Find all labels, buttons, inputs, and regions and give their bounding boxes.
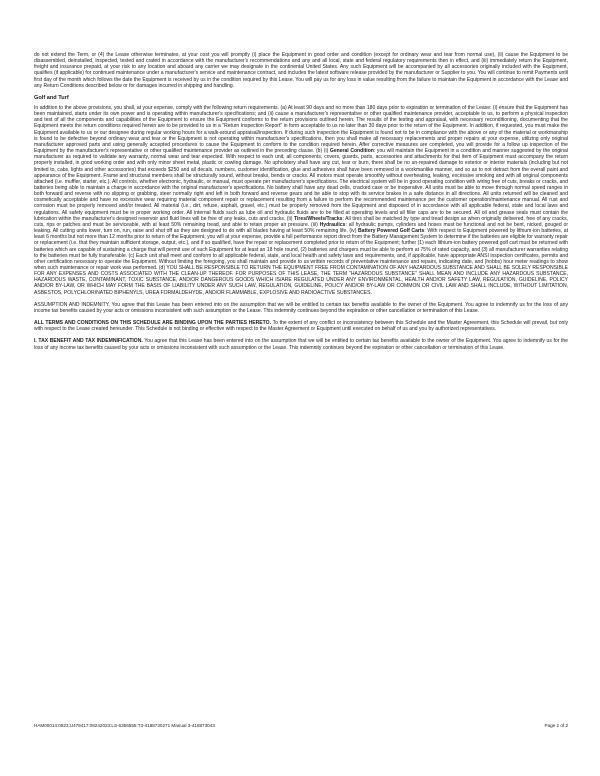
intro-paragraph: do not extend the Term, or (4) the Lease otherwise terminates, at your cost you will promptly (i) place the Equipment in good order and condition (except for ordinary wear and tear from normal use), (ii) cause the Equipment to be disassembled, deinstalled, inspected, tested and crated in accordance with the manufacturer's recommendations and any and all local, state and federal regulatory requirements then in effect, and (iii) immediately return the Equipment, freight and insurance prepaid, at your risk to any location and aboard any carrier we may designate in the continental United States. Any such Equipment will be accompanied by all accessories originally included with the Equipment, qualifies (if applicable) for continued maintenance under a manufacturer's service and maintenance contract, and includes the latest software release provided by the manufacturer or Supplier to you. You will continue to remit Payments until first day of the month which follows the date the Equipment is received by us in the condition required by this Lease. You will pay us for any loss in value resulting from the failure to maintain the Equipment in accordance with the Lease and any Return Conditions described below or for damages incurred in shipping and handling. bbox=[34, 52, 568, 89]
all-terms-label: ALL TERMS AND CONDITIONS ON THIS SCHEDULE ARE BINDING UPON THE PARTIES HERETO. bbox=[34, 320, 271, 327]
all-terms-text: To the extent of any conflict or inconsistency between this Schedule and the Master Agreement, this Schedule will prevail, but only with respect to the Lease created hereunder. This Schedule is not binding or effective with respect to the Master Agreement or Equipment until executed on behalf of us and you by authorized representatives. bbox=[34, 320, 569, 333]
tax-section bbox=[34, 338, 568, 350]
tax-section-text: You agree that this Lease has been entered into on the assumption that we will be entitled to certain tax benefits available to the owner of the Equipment. You agree to indemnify us for the loss of any income tax benefits caused by your acts or omissions inconsistent with such assumption or the Lease. This indemnity continues beyond the expiration or other cancellation or termination of this Lease. bbox=[34, 338, 568, 351]
golf-p4: : all hydraulic pumps, cylinders and hoses must be functional and not be bent, nicked, gouged or leaking. All cutting units lower, turn on, run, raise and shut off as they are designed to do with all blades having at least 50% remaining life. (iv) bbox=[34, 221, 568, 235]
golf-p2: : you will maintain the Equipment in a condition and manner suggested by the original manufacturer as required to validate any warranty, normal wear and tear expected. With respect to each unit, all components, covers, guards, parts, accessories and attachments for that item of Equipment must accompany the return properly installed, in good working order and with only minor sheet metal, plastic or cowling damage. No upholstery shall have any cut, tear or burn, there shall be no un-repaired damage to exterior or interior materials (including but not limited to, cabs, lights and other accessories) that exceeds $250 and all decals, numbers, customer identification, glue and adhesives shall have been removed in a workmanlike manner, and so as to not detract from the overall paint and appearance of the Equipment. Frame and structural members shall be structurally sound, without breaks, bends or cracks. All motors must operate smoothly without overheating, leaking, excessive smoking and with all original components attached (i.e. muffler, starter, etc.). All controls, whether electronic, hydraulic, or manual, must operate per manufacturer's specifications. The electrical system will be in good operating condition with wiring free of cuts, breaks or cracks, and batteries being able to maintain a charge in accordance with the original manufacturer's specifications. No battery shall have any dead cells, cracked case or be inoperative. All units must be able to move through normal speed ranges in both forward and reverse with no slipping or grabbing, steer normally right and left in both forward and reverse gears and be able to stop with its service brakes in a safe distance in all directions. All units returned will be cleaned and cosmetically acceptable and have no excessive wear requiring material component repair or replacement resulting from a failure to perform the recommended maintenance per the customer operation/maintenance manual. All rust and corrosion must be properly removed and/or treated. All material (i.e., dirt, refuse, asphalt, gravel, etc.) must be properly removed from the Equipment and disposed of in accordance with all applicable federal, state and local laws and regulations. All safety equipment must be in proper working order. All internal fluids such as lube oil and hydraulic fluids are to be filled at operating levels and all filler caps are to be secured. All oil and grease seals must contain the lubrication within the manufacturer's designed reservoir and fluid lines will be free of any leaks, cuts and cracks. (ii) bbox=[34, 148, 568, 222]
general-condition-label: General Condition bbox=[329, 148, 374, 155]
assumption-paragraph: ASSUMPTION AND INDEMNITY. You agree that this Lease has been entered into on the assumption that we will be entitled to certain tax benefits available to the owner of the Equipment. You agree to indemnify us for the loss of any income tax benefits caused by your acts or omissions inconsistent with such assumption or the Lease. This indemnity continues beyond the expiration or other cancellation or termination of this Lease. bbox=[34, 301, 568, 314]
document-body bbox=[34, 52, 568, 351]
golf-p1: In addition to the above provisions, you shall, at your expense, comply with the following return requirements. (a) At least 90 days and no more than 180 days prior to expiration or termination of the Lease: (i) ensure that the Equipment has been maintained, starts under its own power and is operating within manufacturer's specifications; and (ii) cause a manufacturer's representative or other qualified maintenance provider, acceptable to us, to perform a physical inspection and test of all the components and capabilities of the Equipment to ensure the Equipment conforms to the return provisions outlined herein. The results of the testing and appraisal, with necessary reconditioning, documenting that the Equipment meets the return conditions required herein are to be provided to us in a "Return Inspection Report" in form acceptable to us no later than 30 days prior to the return of the Equipment. In addition, if requested, you must make the Equipment available to us or our designee during regular working hours for a walk-around appraisal/inspection. If during such inspection the Equipment is found not to be in compliance with the above or any of the material or workmanship is found to be defective beyond ordinary wear and tear or the Equipment is not operating within manufacturer's specifications, then you shall make all necessary replacements and proper repairs at your expense, utilizing only original manufacturer approved parts and using generally accepted procedures to cause the Equipment to conform to the condition required herein. After corrective measures are completed, you will provide for a follow up inspection of the Equipment by the manufacturer's representative or other qualified maintenance provider as outlined in the preceding clause. (b) (i) bbox=[34, 104, 568, 155]
page-footer bbox=[34, 723, 568, 728]
golf-p5: : With respect to Equipment powered by lithium-ion batteries, at least 6 months but not more than 12 months prior to return of the Equipment, you will at your expense, provide a full performance report direct from the Battery Management System to determine if the batteries are eligible for warranty repair or replacement (i.e. that they maintain sufficient storage, output, etc.), and if so qualified, have the repair or replacement completed prior to return of the Equipment; further (1) each lithium-ion battery powered golf cart must be returned with batteries which are capable of sustaining a charge that will permit use of such Equipment for at least an 18 hole round, (2) batteries and chargers must be able to perform at 75% of rated capacity, and (3) all manufacturer warranties relating to the batteries must be fully transferable. (c) Each unit shall meet and conform to all applicable federal, state, and local health and safety laws and requirements, and, if applicable, have appropriate ANSI inspection certificates, permits and other certification necessary to operate the Equipment. Without limiting the foregoing, you shall maintain and provide to us written records of preventative maintenance and repairs, indicating date, and (hobbs) hour meter readings to show when such maintenance or repair work was performed. (d) YOU SHALL BE RESPONSIBLE TO RETURN THE EQUIPMENT FREE FROM CONTAMINATION OF ANY HAZARDOUS SUBSTANCE AND SHALL BE SOLELY RESPONSIBLE FOR ANY EXPENSES AND COSTS ASSOCIATED WITH THE CLEAN-UP THEREOF. FOR PURPOSES OF THIS LEASE, THE TERM "HAZARDOUS SUBSTANCE" SHALL MEAN AND INCLUDE ANY HAZARDOUS SUBSTANCE, HAZARDOUS WASTE, CONTAMINANT, TOXIC SUBSTANCE, AND/OR DANGEROUS GOODS WHICH IS/ARE REGULATED UNDER ANY ENVIRONMENTAL, HEALTH AND/OR SAFETY LAW, REGULATION, GUIDELINE, POLICY AND/OR BY-LAW, OR WHICH MAY FORM THE BASIS OF LIABILITY UNDER ANY SUCH LAW, REGULATION, GUIDELINE, POLICY AND/OR BY-LAW OR COMMON OR CIVIL LAW AND SHALL INCLUDE, WITHOUT LIMITATION, ASBESTOS, POLYCHLORINATED BIPHENYLS, UREA FORMALDEHYDE, AND/OR FLAMMABLE, EXPLOSIVE AND RADIOACTIVE SUBSTANCES. bbox=[34, 228, 568, 296]
hydraulics-label: Hydraulics bbox=[319, 221, 346, 228]
all-terms-paragraph bbox=[34, 320, 568, 332]
golf-turf-paragraph bbox=[34, 105, 568, 296]
footer-id: HAM00014:0823:U479417:08242023:LS-6356555:T3-4188730271 Manual 3-418873043 bbox=[34, 723, 215, 728]
golf-p3: : All tires shall be matched by type and tread design as when originally delivered, free of any cracks, cuts, rips or patches and must be serviceable, with at least 50% remaining tread, and able to retain proper air pressure. (iii) bbox=[34, 215, 569, 228]
battery-label: Battery Powered Golf Carts bbox=[358, 228, 425, 235]
tax-section-heading: I. TAX BENEFIT AND TAX INDEMNIFICATION. bbox=[34, 338, 143, 345]
golf-turf-heading: Golf and Turf bbox=[34, 94, 69, 101]
footer-page-number: Page 2 of 2 bbox=[544, 723, 568, 728]
tires-label: Tires/Wheels/Tracks bbox=[294, 215, 343, 222]
